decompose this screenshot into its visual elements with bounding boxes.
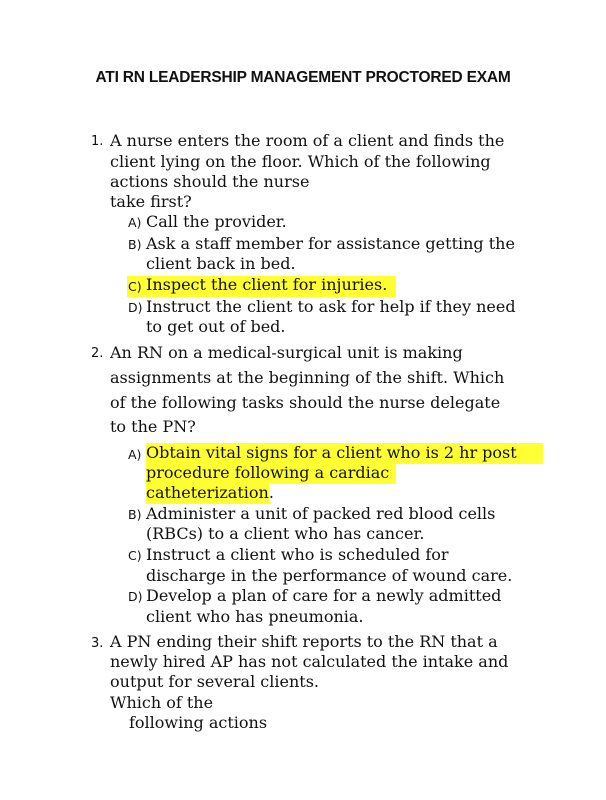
question-stem-line: An RN on a medical-surgical unit is making (110, 343, 463, 362)
question-stem-line: Which of the (110, 693, 214, 712)
page-title: ATI RN LEADERSHIP MANAGEMENT PROCTORED EXAM (95, 69, 511, 86)
option-label: D) (128, 300, 143, 315)
option-text: discharge in the performance of wound care. (146, 566, 513, 585)
option-label: D) (128, 589, 143, 604)
option-text: Instruct a client who is scheduled for (146, 545, 449, 564)
option-text: Administer a unit of packed red blood cells (146, 504, 496, 523)
question-number: 3. (91, 636, 104, 651)
question-stem-line: newly hired AP has not calculated the intake and (110, 652, 509, 671)
question-stem-line: of the following tasks should the nurse delegate (110, 393, 501, 412)
option-text: client who has pneumonia. (146, 607, 364, 626)
option-text-highlighted: Inspect the client for injuries. (146, 275, 388, 294)
question-stem-line: assignments at the beginning of the shift. Which (110, 368, 505, 387)
option-label: A) (128, 447, 142, 462)
question-stem-line: A nurse enters the room of a client and finds the (110, 131, 505, 150)
option-text: Instruct the client to ask for help if they need (146, 297, 516, 316)
option-text: client back in bed. (146, 254, 296, 273)
option-label: C) (128, 548, 142, 563)
question-stem-line: client lying on the floor. Which of the following (110, 152, 491, 171)
question-stem-line: to the PN? (110, 417, 196, 436)
option-label: B) (128, 507, 142, 522)
option-label: C) (128, 279, 142, 294)
option-label: B) (128, 237, 142, 252)
option-text-highlighted: procedure following a cardiac (146, 463, 390, 482)
question-stem-line: actions should the nurse (110, 172, 310, 191)
question-stem-line: A PN ending their shift reports to the RN that a (110, 632, 498, 651)
option-text: Develop a plan of care for a newly admitted (146, 586, 502, 605)
option-trailing-punctuation: . (268, 483, 274, 502)
option-text: to get out of bed. (146, 317, 286, 336)
question-number: 2. (91, 346, 104, 361)
question-stem-line: output for several clients. (110, 672, 319, 691)
question-number: 1. (91, 134, 104, 149)
option-text: Ask a staff member for assistance getting the (146, 234, 515, 253)
option-label: A) (128, 215, 142, 230)
question-stem-line: take first? (110, 192, 192, 211)
question-stem-line: following actions (129, 713, 268, 732)
option-text-highlighted: Obtain vital signs for a client who is 2 hr post (146, 443, 517, 462)
option-text-highlighted: catheterization. (146, 483, 274, 502)
option-text: Call the provider. (146, 212, 287, 231)
option-text: (RBCs) to a client who has cancer. (146, 524, 425, 543)
